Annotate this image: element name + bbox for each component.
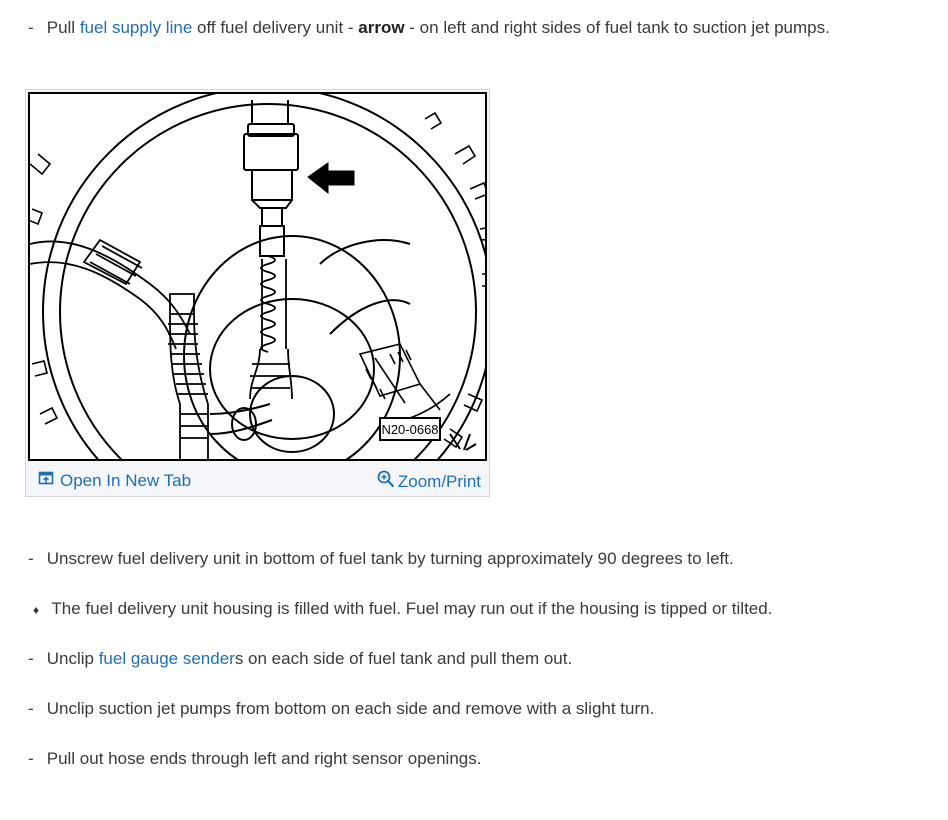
- fuel-supply-line-link[interactable]: fuel supply line: [79, 18, 193, 37]
- step-5: [28, 749, 481, 769]
- step-text: Unclip suction jet pumps from bottom on each side and remove with a slight turn.: [46, 699, 655, 718]
- step-text: - on left and right sides of fuel tank to suction jet pumps.: [404, 18, 830, 37]
- open-new-tab-label: Open In New Tab: [60, 470, 192, 490]
- step-marker: -: [28, 549, 34, 568]
- fuel-gauge-sender-link[interactable]: fuel gauge sender: [98, 649, 235, 668]
- zoom-print-button[interactable]: [377, 470, 481, 493]
- figure-toolbar: [26, 464, 489, 496]
- step-bold-text: arrow: [358, 18, 405, 37]
- step-text: s on each side of fuel tank and pull them out.: [234, 649, 573, 668]
- figure-code: N20-0668: [381, 422, 439, 437]
- step-text: off fuel delivery unit -: [192, 18, 359, 37]
- step-text: Pull out hose ends through left and right sensor openings.: [46, 749, 482, 768]
- step-text: Pull: [46, 18, 80, 37]
- step-1: [28, 18, 830, 38]
- fuel-delivery-unit-diagram[interactable]: [28, 92, 487, 461]
- zoom-icon: [377, 470, 395, 493]
- step-marker: -: [28, 699, 34, 718]
- step-text: Unclip: [46, 649, 99, 668]
- step-marker: -: [28, 749, 34, 768]
- zoom-print-label: Zoom/Print: [397, 471, 481, 491]
- diamond-bullet-icon: ♦: [32, 603, 40, 617]
- step-3: [28, 649, 572, 669]
- open-new-tab-button[interactable]: [38, 470, 191, 491]
- step-text: Unscrew fuel delivery unit in bottom of fuel tank by turning approximately 90 degrees to left.: [46, 549, 734, 568]
- step-4: [28, 699, 654, 719]
- step-marker: -: [28, 18, 34, 37]
- diagram-drawing: [30, 94, 485, 459]
- step-2: [28, 549, 734, 569]
- open-new-tab-icon: [38, 470, 54, 491]
- step-marker: -: [28, 649, 34, 668]
- step-text: The fuel delivery unit housing is filled with fuel. Fuel may run out if the housing is tipped or tilted.: [51, 599, 773, 618]
- figure-panel: [25, 89, 490, 497]
- step-note: [28, 599, 772, 620]
